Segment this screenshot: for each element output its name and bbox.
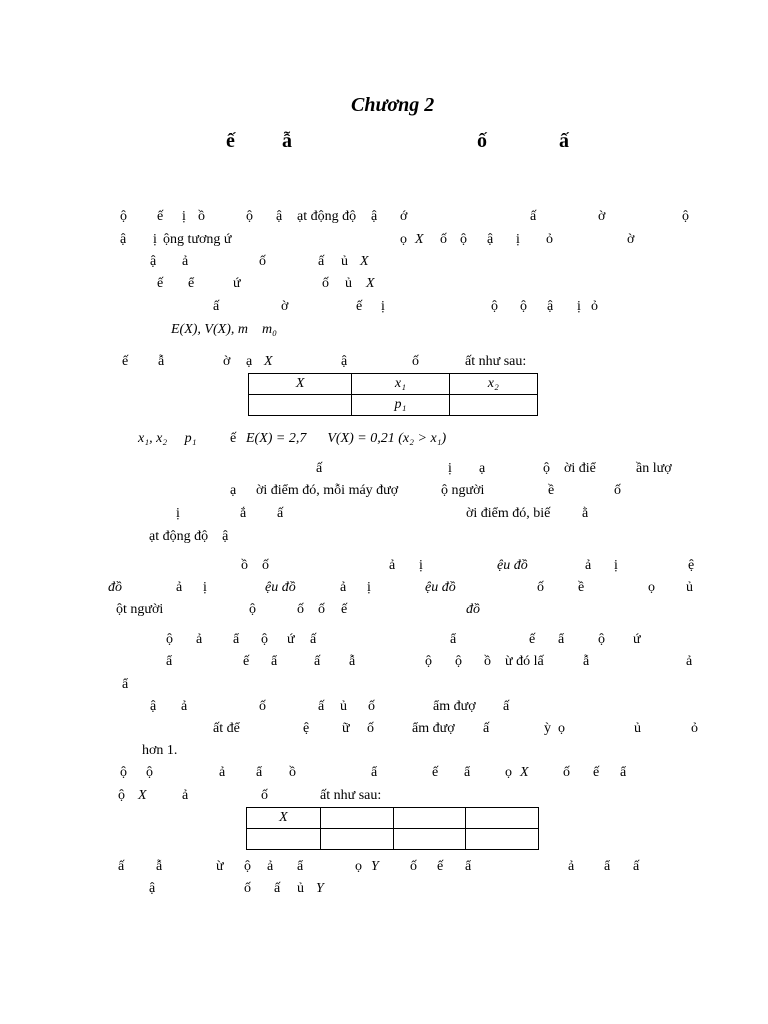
table-cell: [247, 829, 321, 850]
text-fragment: ất để: [213, 721, 240, 736]
table-cell: [466, 808, 539, 829]
text-fragment: ế: [243, 654, 250, 669]
text-fragment: ồ: [241, 558, 248, 573]
text-fragment: ế: [432, 765, 439, 780]
text-fragment: ạt động độ ậ: [149, 529, 229, 544]
table-cell: [466, 829, 539, 850]
text-fragment: ẩ: [256, 765, 263, 780]
text-fragment: ằ: [582, 506, 589, 521]
text-fragment: ẩ: [233, 632, 240, 647]
table-row: [249, 395, 538, 416]
text-fragment: ột người: [116, 602, 164, 617]
text-fragment: ố: [259, 254, 266, 269]
text-fragment: ố: [261, 788, 268, 803]
text-fragment: ủ: [686, 580, 693, 595]
text-fragment: ần lượ: [636, 461, 672, 476]
text-fragment: ỳ: [544, 721, 551, 736]
text-fragment: ộ: [120, 765, 127, 780]
text-fragment: ẩm đượ: [433, 699, 476, 714]
text-fragment: ấ: [277, 506, 284, 521]
text-fragment: ẩ: [558, 632, 565, 647]
text-fragment: ỏ: [591, 299, 598, 314]
chapter-title-fragment: ấ: [559, 130, 569, 152]
text-fragment: ồ: [198, 209, 205, 224]
text-fragment: ộ: [682, 209, 689, 224]
text-fragment: ấ: [213, 299, 220, 314]
table-cell: X: [249, 374, 352, 395]
text-fragment: ộ: [598, 632, 605, 647]
text-fragment: ộ: [543, 461, 550, 476]
text-fragment: ế: [437, 859, 444, 874]
text-fragment: ố: [440, 232, 447, 247]
text-fragment: ấ: [318, 254, 325, 269]
table-cell: [320, 829, 393, 850]
text-fragment: ẩ: [122, 677, 129, 692]
text-fragment: ấ: [503, 699, 510, 714]
text-fragment: ố: [297, 602, 304, 617]
text-fragment: ừ: [216, 859, 224, 874]
distribution-table: [248, 373, 538, 416]
text-fragment: ả: [686, 654, 693, 669]
text-fragment: ậ: [276, 209, 283, 224]
table-cell: [393, 808, 466, 829]
text-fragment: ỏ: [691, 721, 698, 736]
text-fragment: ị: [614, 558, 618, 573]
text-fragment: ộ: [261, 632, 268, 647]
text-fragment: ậ: [149, 881, 156, 896]
text-fragment: ồ: [289, 765, 296, 780]
text-fragment: ấ: [118, 859, 125, 874]
text-fragment: đồ: [466, 602, 480, 617]
text-fragment: ố: [537, 580, 544, 595]
math-variable: X: [415, 232, 424, 247]
text-fragment: ộ: [146, 765, 153, 780]
chapter-title-fragment: ẫ: [282, 130, 292, 152]
table-row: [247, 808, 539, 829]
text-fragment: ị: [577, 299, 581, 314]
math-expression: x₁, x₂ p₁: [138, 431, 197, 446]
text-fragment: ộng tương ứ: [163, 232, 232, 247]
text-fragment: ế: [593, 765, 600, 780]
text-fragment: ế: [157, 276, 164, 291]
text-fragment: ời điểm đó, biế: [466, 506, 551, 521]
text-fragment: ố: [410, 859, 417, 874]
text-fragment: ẩ: [620, 765, 627, 780]
text-fragment: ủ: [340, 699, 347, 714]
text-fragment: ạ: [479, 461, 486, 476]
table-row: [249, 374, 538, 395]
text-fragment: ời điể: [564, 461, 596, 476]
text-fragment: ả: [182, 254, 189, 269]
text-fragment: ố: [412, 354, 419, 369]
text-fragment: ả: [340, 580, 347, 595]
text-fragment: ủ: [634, 721, 641, 736]
text-fragment: ị: [419, 558, 423, 573]
text-fragment: ộ: [455, 654, 462, 669]
text-fragment: ố: [259, 699, 266, 714]
text-fragment: ả: [182, 788, 189, 803]
text-fragment: ả: [267, 859, 274, 874]
text-fragment: ẩ: [465, 859, 472, 874]
text-fragment: ộ: [118, 788, 125, 803]
text-fragment: ọ: [558, 721, 565, 736]
text-fragment: ạ: [246, 354, 253, 369]
text-fragment: ứ: [287, 632, 295, 647]
text-fragment: ả: [585, 558, 592, 573]
text-fragment: ẩ: [450, 632, 457, 647]
text-fragment: ờ: [223, 354, 231, 369]
text-fragment: ệu đồ: [265, 580, 296, 595]
text-fragment: ế: [341, 602, 348, 617]
math-variable: X: [264, 354, 273, 369]
table-cell: x₂: [449, 374, 537, 395]
text-fragment: ả: [176, 580, 183, 595]
text-fragment: ẩ: [297, 859, 304, 874]
text-fragment: ộ: [249, 602, 256, 617]
text-fragment: ị: [203, 580, 207, 595]
math-variable: Y: [316, 881, 324, 896]
text-fragment: ạ: [230, 483, 237, 498]
distribution-table-2: [246, 807, 539, 850]
text-fragment: ậ: [120, 232, 127, 247]
text-fragment: ậ: [341, 354, 348, 369]
table-row: [247, 829, 539, 850]
text-fragment: ậ: [487, 232, 494, 247]
text-fragment: ị: [516, 232, 520, 247]
text-fragment: ạt động độ: [297, 209, 357, 224]
text-fragment: ệ: [688, 558, 695, 573]
text-fragment: ẩ: [271, 654, 278, 669]
math-variable: Y: [371, 859, 379, 874]
text-fragment: ờ: [627, 232, 635, 247]
table-cell: [320, 808, 393, 829]
text-fragment: ệ: [303, 721, 310, 736]
text-fragment: ố: [367, 721, 374, 736]
text-fragment: ố: [322, 276, 329, 291]
text-fragment: ộ: [120, 209, 127, 224]
text-fragment: ố: [262, 558, 269, 573]
text-fragment: ế: [157, 209, 164, 224]
math-expression: E(X), V(X), m m₀: [171, 322, 277, 337]
text-fragment: ị: [381, 299, 385, 314]
text-fragment: ố: [368, 699, 375, 714]
text-fragment: ậ: [371, 209, 378, 224]
text-fragment: ả: [568, 859, 575, 874]
text-fragment: ộ: [246, 209, 253, 224]
table-cell: p₁: [352, 395, 449, 416]
text-fragment: ấ: [483, 721, 490, 736]
text-fragment: ọ: [400, 232, 407, 247]
chapter-title-fragment: ế: [226, 130, 235, 152]
text-fragment: ờ: [598, 209, 606, 224]
text-fragment: ẩ: [604, 859, 611, 874]
text-fragment: ộ: [244, 859, 251, 874]
text-fragment: ừ đó lấ: [505, 654, 544, 669]
text-fragment: ẩ: [464, 765, 471, 780]
text-fragment: ố: [244, 881, 251, 896]
text-fragment: ữ: [342, 721, 350, 736]
chapter-title-fragment: ố: [477, 130, 487, 152]
text-fragment: ộ: [491, 299, 498, 314]
text-fragment: ọ: [505, 765, 512, 780]
text-fragment: ấ: [318, 699, 325, 714]
text-fragment: ờ: [281, 299, 289, 314]
text-fragment: ị: [153, 232, 157, 247]
text-fragment: ẩ: [166, 654, 173, 669]
text-fragment: ố: [614, 483, 621, 498]
text-fragment: ủ: [341, 254, 348, 269]
text-fragment: ả: [196, 632, 203, 647]
text-fragment: ề: [548, 483, 555, 498]
text-fragment: hơn 1.: [142, 743, 178, 758]
text-fragment: ấ: [530, 209, 537, 224]
text-fragment: ị: [448, 461, 452, 476]
text-fragment: ẫ: [349, 654, 356, 669]
text-fragment: ấ: [310, 632, 317, 647]
text-fragment: ộ: [166, 632, 173, 647]
table-cell: [449, 395, 537, 416]
text-fragment: ớ: [400, 209, 408, 224]
text-fragment: ả: [389, 558, 396, 573]
table-cell: X: [247, 808, 321, 829]
table-cell: [249, 395, 352, 416]
text-fragment: ố: [318, 602, 325, 617]
text-fragment: ẫ: [156, 859, 163, 874]
text-fragment: ộ: [460, 232, 467, 247]
text-fragment: ộ: [520, 299, 527, 314]
text-fragment: ấ: [316, 461, 323, 476]
math-variable: X: [360, 254, 369, 269]
text-fragment: ứ: [233, 276, 241, 291]
text-fragment: ấ: [274, 881, 281, 896]
text-fragment: ẫ: [158, 354, 165, 369]
math-variable: X: [520, 765, 529, 780]
text-fragment: ố: [563, 765, 570, 780]
math-variable: X: [366, 276, 375, 291]
text-fragment: ỏ: [546, 232, 553, 247]
text-fragment: ẩm đượ: [412, 721, 455, 736]
text-fragment: ệu đồ: [497, 558, 528, 573]
text-fragment: ị: [367, 580, 371, 595]
text-fragment: ồ: [484, 654, 491, 669]
text-fragment: ề: [578, 580, 585, 595]
text-fragment: ế: [122, 354, 129, 369]
text-fragment: ậ: [150, 699, 157, 714]
math-expression: E(X) = 2,7 V(X) = 0,21 (x₂ > x₁): [246, 431, 447, 446]
text-fragment: ộ người: [441, 483, 485, 498]
text-fragment: ế: [529, 632, 536, 647]
chapter-label: Chương 2: [351, 94, 435, 116]
text-fragment: ủ: [345, 276, 352, 291]
text-fragment: ậ: [547, 299, 554, 314]
text-fragment: ể: [188, 276, 195, 291]
table-cell: x₁: [352, 374, 449, 395]
text-fragment: ả: [181, 699, 188, 714]
text-fragment: ọ: [355, 859, 362, 874]
table-cell: [393, 829, 466, 850]
text-fragment: ẩ: [371, 765, 378, 780]
text-fragment: ời điểm đó, mỗi máy đượ: [256, 483, 399, 498]
text-fragment: ứ: [633, 632, 641, 647]
text-fragment: ấ: [633, 859, 640, 874]
text-fragment: ắ: [240, 506, 247, 521]
text-fragment: ộ: [425, 654, 432, 669]
text-fragment: ất như sau:: [465, 354, 527, 369]
text-fragment: ẫ: [583, 654, 590, 669]
text-fragment: đồ: [108, 580, 122, 595]
text-fragment: ất như sau:: [320, 788, 382, 803]
text-fragment: ế: [356, 299, 363, 314]
text-fragment: ủ: [297, 881, 304, 896]
text-fragment: ấ: [314, 654, 321, 669]
text-fragment: ị: [176, 506, 180, 521]
text-fragment: ệu đồ: [425, 580, 456, 595]
text-fragment: ả: [219, 765, 226, 780]
text-fragment: ị: [182, 209, 186, 224]
text-fragment: ế: [230, 431, 237, 446]
text-fragment: ọ: [648, 580, 655, 595]
math-variable: X: [138, 788, 147, 803]
text-fragment: ậ: [150, 254, 157, 269]
